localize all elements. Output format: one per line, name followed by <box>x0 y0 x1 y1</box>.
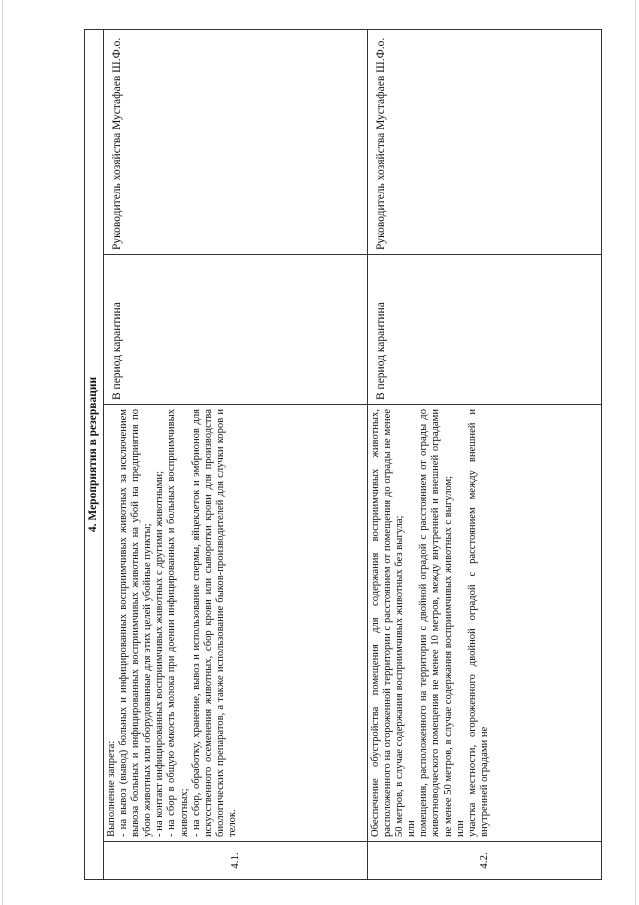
description-line: участка местности, огороженного двойной оградой с расстоянием между внешней и внутренней оградами не <box>466 409 490 837</box>
description-line: - на сбор в общую емкость молока при доении инфицированных и больных восприимчивых животных; <box>166 409 190 837</box>
table-row <box>368 30 602 880</box>
description-line: - на сбор, обработку, хранение, вывоз и использование спермы, яйцеклеток и эмбрионов для искусственного осеменения животных, сбор крови или сыворотки крови для производства биологических препаратов, а также использование быков-производителей для случки коров и телок. <box>190 409 238 837</box>
row-responsible: Руководитель хозяйства Мустафаев Ш.Ф.о. <box>104 30 368 255</box>
description-line: - на вывоз (вывод) больных и инфицированных восприимчивых животных за исключением вывоза больных и инфицированных восприимчивых животных на убой на предприятия по убою животных или оборудованные для этих целей убойные пункты; <box>118 409 154 837</box>
description-line: Обеспечение обустройства помещения для содержания восприимчивых животных, расположенного на огороженной территории с расстоянием от помещения до ограды не менее 50 метров, в случае содержания восприимчивых животных без выгула; <box>370 409 406 837</box>
page-edge-right <box>635 0 636 905</box>
row-period: В период карантина <box>368 255 602 405</box>
row-number: 4.2. <box>368 842 602 880</box>
description-line: или <box>454 820 466 837</box>
row-number: 4.1. <box>104 842 368 880</box>
description-line: или <box>406 820 418 837</box>
section-header-row <box>85 30 104 880</box>
row-period: В период карантина <box>104 255 368 405</box>
row-description <box>368 405 602 842</box>
row-description <box>104 405 368 842</box>
description-line: Выполнение запрета: <box>106 740 117 837</box>
description-line: помещения, расположенного на территории с двойной оградой с расстоянием от ограды до животноводческого помещения не менее 10 метров, между внутренней и внешней оградами не менее 50 метров, в случае содержания восприимчивых животных с выгулом; <box>418 409 454 837</box>
page-edge-left <box>2 0 3 905</box>
measures-table <box>84 29 602 880</box>
section-title: 4. Мероприятия в резервации <box>85 30 104 880</box>
table-row <box>104 30 368 880</box>
row-responsible: Руководитель хозяйства Мустафаев Ш.Ф.о. <box>368 30 602 255</box>
description-line: - на контакт инфицированных восприимчивых животных с другими животными; <box>154 470 166 837</box>
rotated-table-wrapper <box>84 30 584 880</box>
